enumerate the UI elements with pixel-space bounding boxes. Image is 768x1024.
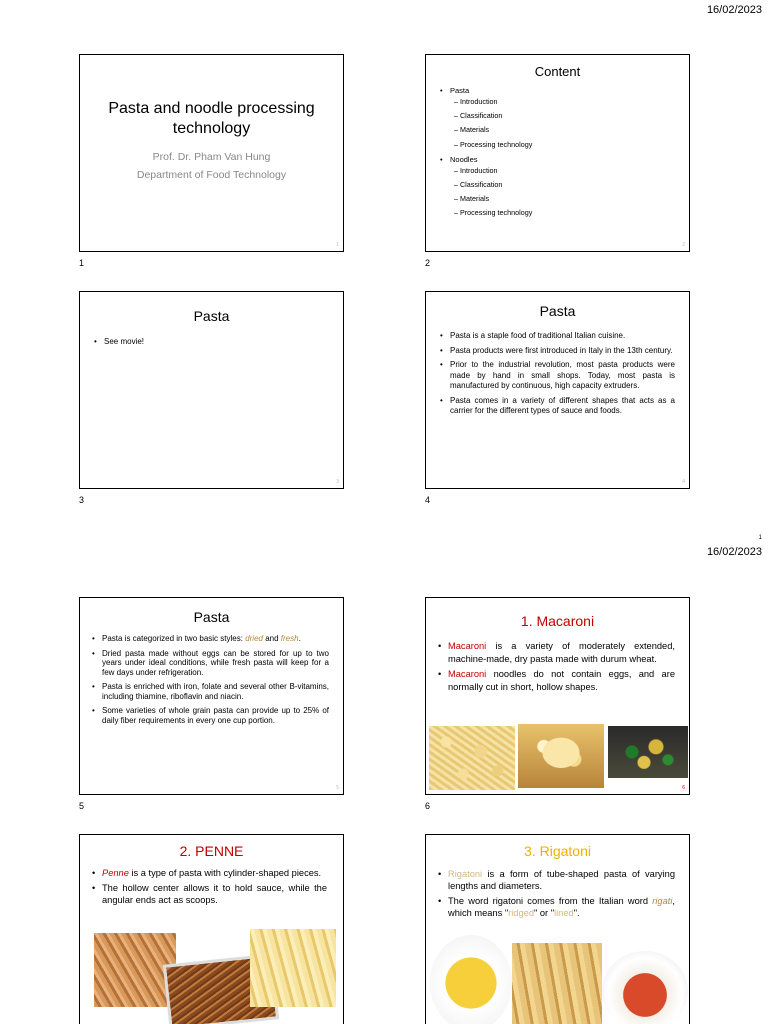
slide-number: 4 <box>425 495 431 505</box>
bullet-text: • Dried pasta made without eggs can be stored for up to two years under ideal conditions, while fresh pasta will keep for a few days under refrigeration. <box>90 649 329 678</box>
slide-number: 3 <box>79 495 85 505</box>
content-group-pasta <box>440 86 679 149</box>
bullet-text: • Pasta is enriched with iron, folate and several other B-vitamins, including thiamine, riboflavin and niacin. <box>90 682 329 701</box>
bullet-text: • Penne is a type of pasta with cylinder-shaped pieces. <box>90 867 327 879</box>
slide-number: 5 <box>79 801 85 811</box>
slide-5-pasta <box>79 597 344 795</box>
department: Department of Food Technology <box>136 169 287 181</box>
page-mark: 1 <box>758 535 762 541</box>
bullet-text: • Some varieties of whole grain pasta can provide up to 25% of daily fiber requirements in every one cup portion. <box>90 706 329 725</box>
rigatoni-raw-image <box>512 943 602 1024</box>
bullet-text: • Rigatoni is a form of tube-shaped pasta of varying lengths and diameters. <box>436 868 675 892</box>
slide-title: 2. PENNE <box>179 843 244 859</box>
slide-8-rigatoni <box>425 834 690 1024</box>
slide-title: Pasta <box>539 303 576 319</box>
slide-title: Content <box>534 64 581 79</box>
slide-title: Pasta <box>193 609 230 625</box>
slide-7-penne <box>79 834 344 1024</box>
bullet-text: • Pasta comes in a variety of different shapes that acts as a carrier for the different types of sauce and foods. <box>438 396 675 417</box>
bullet-text: • Macaroni is a variety of moderately extended, machine-made, dry pasta made with durum wheat. <box>436 640 675 665</box>
slide-title: 3. Rigatoni <box>524 843 591 859</box>
slide-1-title <box>79 54 344 252</box>
bullet-text: • The hollow center allows it to hold sauce, while the angular ends act as scoops. <box>90 882 327 906</box>
slide-number: 2 <box>425 258 431 268</box>
bullet-text: • Prior to the industrial revolution, most pasta products were made by hand in small shops. Today, most pasta is manufactured by continuous, high capacity extruders. <box>438 360 675 392</box>
content-group-label: • Noodles <box>440 154 478 164</box>
fresh-term: fresh <box>280 634 299 643</box>
bullet-text: • Pasta is a staple food of traditional Italian cuisine. <box>438 331 675 342</box>
content-group-label: • Pasta <box>440 86 470 95</box>
bullet-text: • Macaroni noodles do not contain eggs, and are normally cut in short, hollow shapes. <box>436 668 675 693</box>
macaroni-dish-image <box>608 726 688 778</box>
content-item: – Introduction <box>454 165 498 175</box>
slide-small-number: 5 <box>336 785 339 791</box>
content-item: – Processing technology <box>454 208 533 218</box>
slide-3-pasta <box>79 291 344 489</box>
content-item: – Introduction <box>454 97 498 106</box>
slide-small-number: 1 <box>336 242 339 248</box>
presentation-title: Pasta and noodle processing technology <box>108 100 315 137</box>
slide-6-macaroni <box>425 597 690 795</box>
slide-small-number: 3 <box>336 479 339 485</box>
bullet-text: • Pasta is categorized in two basic styles: dried and fresh. <box>90 634 329 644</box>
slide-number: 6 <box>425 801 431 811</box>
rigatoni-dish-image <box>602 951 688 1024</box>
author: Prof. Dr. Pham Van Hung <box>152 151 271 163</box>
content-group-noodles <box>440 155 679 218</box>
slide-title: 1. Macaroni <box>520 613 595 629</box>
slide-2-content <box>425 54 690 252</box>
macaroni-bowl-image <box>518 724 604 788</box>
slide-number: 1 <box>79 258 85 268</box>
content-item: – Classification <box>454 180 503 190</box>
slide-small-number: 4 <box>682 479 685 485</box>
penne-yellow-image <box>250 929 336 1007</box>
content-item: – Materials <box>454 194 490 204</box>
slide-4-pasta <box>425 291 690 489</box>
content-item: – Processing technology <box>454 139 533 149</box>
slide-small-number: 6 <box>682 785 685 791</box>
dried-term: dried <box>245 634 263 643</box>
slide-title: Pasta <box>193 308 230 324</box>
bullet-text: • The word rigatoni comes from the Italian word rigati, which means "ridged" or "lined". <box>436 895 675 919</box>
page-date: 16/02/2023 <box>706 546 762 558</box>
page-date: 16/02/2023 <box>706 4 762 16</box>
bullet-text: • Pasta products were first introduced in Italy in the 13th century. <box>438 346 675 357</box>
content-item: – Materials <box>454 125 490 135</box>
slide-small-number: 2 <box>682 242 685 248</box>
macaroni-pile-image <box>429 726 515 790</box>
bullet-text: • See movie! <box>92 337 331 347</box>
content-item: – Classification <box>454 111 503 121</box>
rigatoni-bowl-image <box>430 935 512 1024</box>
